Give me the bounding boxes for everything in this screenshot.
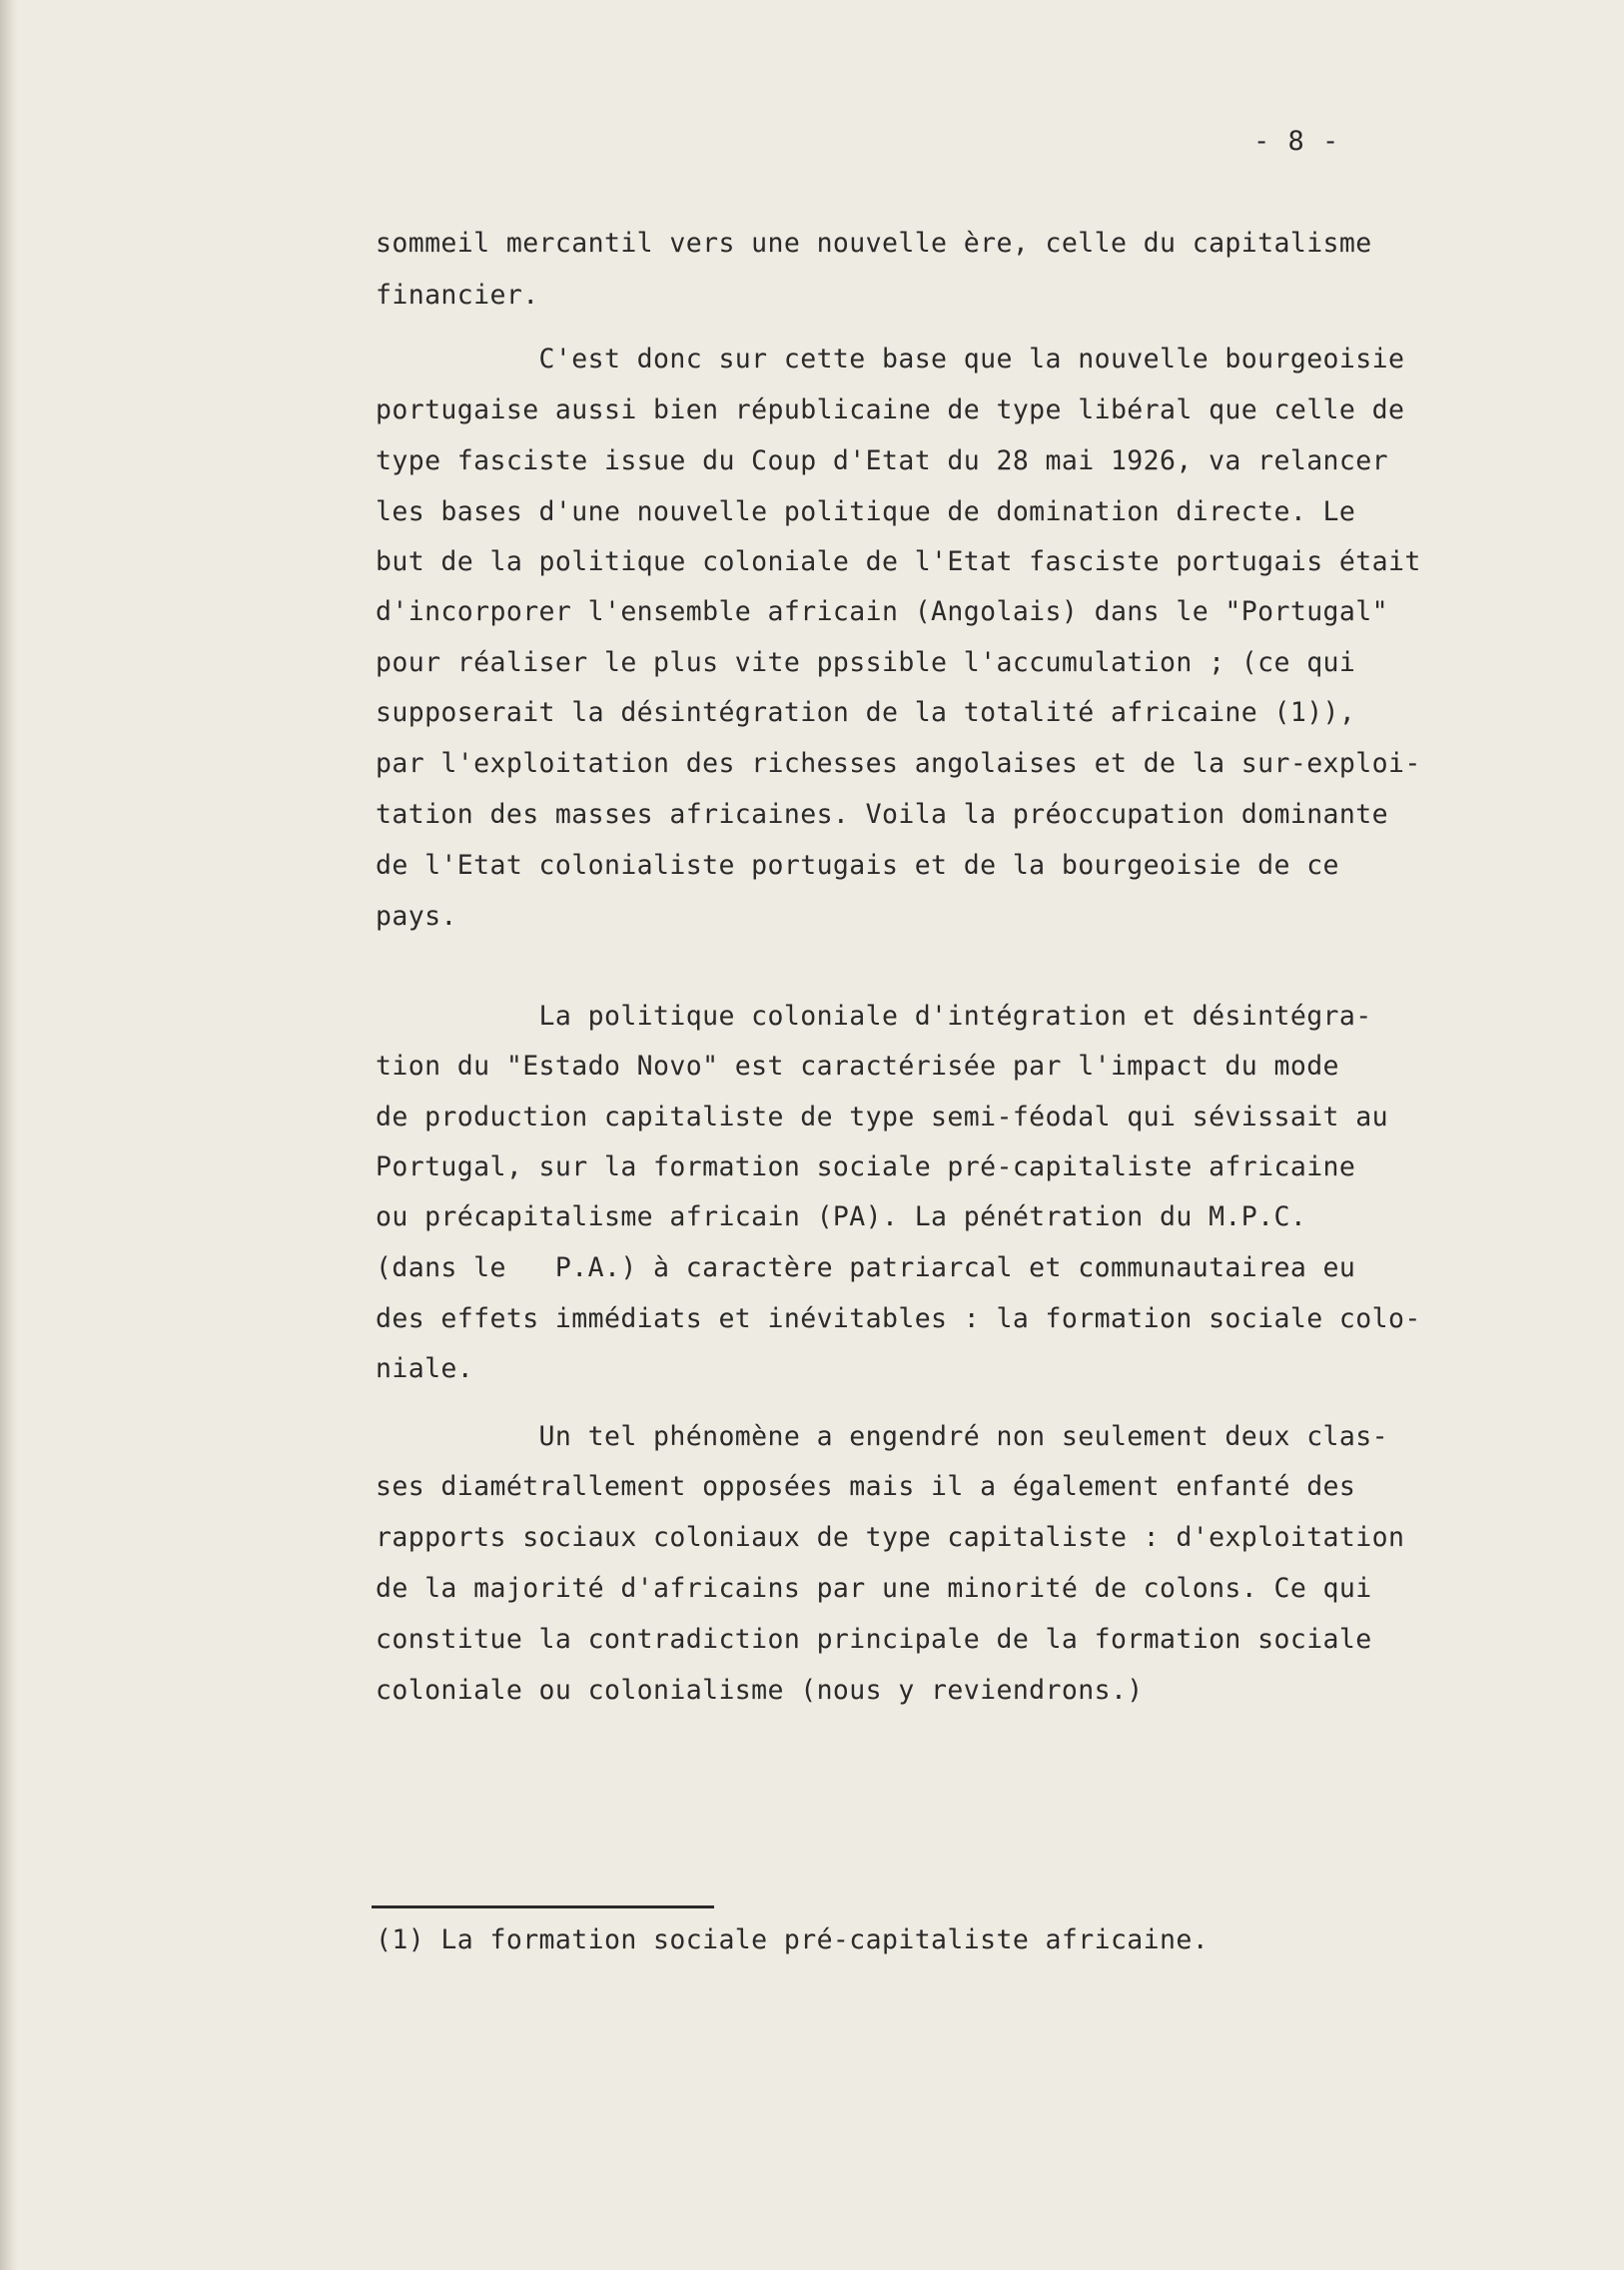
body-line: Un tel phénomène a engendré non seulement deux clas- (376, 1421, 1388, 1452)
body-line: type fasciste issue du Coup d'Etat du 28 mai 1926, va relancer (376, 445, 1388, 476)
body-line: (dans le P.A.) à caractère patriarcal et communautairea eu (376, 1252, 1356, 1283)
body-line: coloniale ou colonialisme (nous y reviendrons.) (376, 1675, 1144, 1706)
body-line: supposerait la désintégration de la totalité africaine (1)), (376, 697, 1356, 728)
body-line: sommeil mercantil vers une nouvelle ère, celle du capitalisme (376, 228, 1372, 259)
body-line: de production capitaliste de type semi-féodal qui sévissait au (376, 1102, 1388, 1133)
body-line: tation des masses africaines. Voila la préoccupation dominante (376, 799, 1388, 830)
body-line: niale. (376, 1353, 474, 1384)
body-line: ses diamétrallement opposées mais il a également enfanté des (376, 1471, 1356, 1502)
footnote: (1) La formation sociale pré-capitaliste africaine. (376, 1924, 1210, 1955)
body-line: portugaise aussi bien républicaine de type libéral que celle de (376, 394, 1405, 425)
body-line: constitue la contradiction principale de la formation sociale (376, 1624, 1372, 1655)
body-line: de l'Etat colonialiste portugais et de la bourgeoisie de ce (376, 850, 1339, 881)
body-line: but de la politique coloniale de l'Etat fasciste portugais était (376, 546, 1421, 577)
body-line: La politique coloniale d'intégration et désintégra- (376, 1001, 1372, 1032)
body-line: rapports sociaux coloniaux de type capitaliste : d'exploitation (376, 1522, 1405, 1553)
body-line: d'incorporer l'ensemble africain (Angolais) dans le "Portugal" (376, 596, 1388, 627)
body-line: les bases d'une nouvelle politique de domination directe. Le (376, 496, 1356, 527)
body-line: ou précapitalisme africain (PA). La pénétration du M.P.C. (376, 1201, 1307, 1232)
body-line: de la majorité d'africains par une minorité de colons. Ce qui (376, 1573, 1372, 1604)
page-binding-edge (0, 0, 18, 2270)
body-line: Portugal, sur la formation sociale pré-capitaliste africaine (376, 1151, 1356, 1182)
body-line: des effets immédiats et inévitables : la formation sociale colo- (376, 1303, 1421, 1334)
body-line: financier. (376, 280, 539, 311)
body-line: pour réaliser le plus vite ppssible l'accumulation ; (ce qui (376, 647, 1356, 678)
body-line: C'est donc sur cette base que la nouvelle bourgeoisie (376, 344, 1405, 375)
page-number: - 8 - (1253, 126, 1340, 157)
body-line: par l'exploitation des richesses angolaises et de la sur-exploi- (376, 748, 1421, 779)
body-line: pays. (376, 901, 457, 932)
footnote-separator (372, 1905, 714, 1908)
body-line: tion du "Estado Novo" est caractérisée par l'impact du mode (376, 1051, 1339, 1082)
